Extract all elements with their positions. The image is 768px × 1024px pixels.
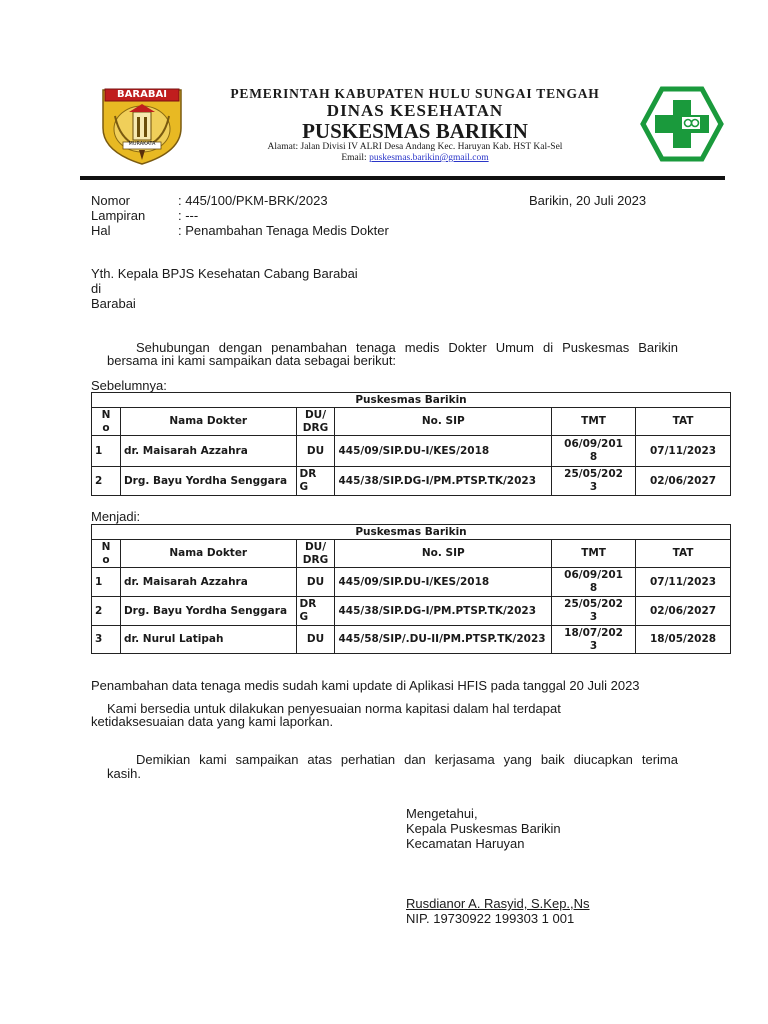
lampiran-label: Lampiran xyxy=(91,208,146,223)
para2-line2: ketidaksesuaian data yang kami laporkan. xyxy=(91,714,334,729)
para2-line1: Kami bersedia untuk dilakukan penyesuaian norma kapitasi dalam hal terdapat xyxy=(107,701,561,716)
row-tmt: 06/09/201 8 xyxy=(552,568,636,597)
signatory-name: Rusdianor A. Rasyid, S.Kep.,Ns xyxy=(406,896,590,911)
table-row xyxy=(92,597,731,626)
table-before-title: Puskesmas Barikin xyxy=(92,393,731,408)
header-type: DU/ DRG xyxy=(296,408,335,436)
header-divider xyxy=(80,176,725,180)
table-row xyxy=(92,467,731,496)
row-sip: 445/09/SIP.DU-I/KES/2018 xyxy=(335,568,552,597)
header-name: Nama Dokter xyxy=(120,408,296,436)
table-before xyxy=(91,392,731,496)
recipient-line3: Barabai xyxy=(91,296,136,311)
intro-line1: Sehubungan dengan penambahan tenaga medis Dokter Umum di Puskesmas Barikin xyxy=(136,340,678,355)
nomor-value: : 445/100/PKM-BRK/2023 xyxy=(178,193,328,208)
row-type: DR G xyxy=(296,597,335,626)
row-tmt: 18/07/202 3 xyxy=(552,626,636,654)
nomor-label: Nomor xyxy=(91,193,131,208)
row-sip: 445/58/SIP/.DU-II/PM.PTSP.TK/2023 xyxy=(335,626,552,654)
row-name: dr. Nurul Latipah xyxy=(120,626,296,654)
kop-institution: PUSKESMAS BARIKIN xyxy=(302,119,528,143)
header-type: DU/ DRG xyxy=(296,540,335,568)
place-date: Barikin, 20 Juli 2023 xyxy=(529,193,647,208)
row-tmt: 25/05/202 3 xyxy=(552,467,636,496)
update-note: Penambahan data tenaga medis sudah kami update di Aplikasi HFIS pada tanggal 20 Juli 2023 xyxy=(91,678,640,693)
header-tmt: TMT xyxy=(552,408,636,436)
closing-line2: kasih. xyxy=(107,766,141,781)
row-tmt: 06/09/201 8 xyxy=(552,436,636,467)
header-sip: No. SIP xyxy=(335,408,552,436)
row-no: 2 xyxy=(92,597,121,626)
hal-label: Hal xyxy=(91,223,111,238)
signature-title: Kepala Puskesmas Barikin xyxy=(406,821,561,836)
row-no: 3 xyxy=(92,626,121,654)
lampiran-value: : --- xyxy=(178,208,199,223)
kop-address: Alamat: Jalan Divisi IV ALRI Desa Andang Kec. Haruyan Kab. HST Kal-Sel xyxy=(267,142,563,152)
hal-value: : Penambahan Tenaga Medis Dokter xyxy=(178,223,389,238)
row-tat: 07/11/2023 xyxy=(636,568,731,597)
row-tat: 18/05/2028 xyxy=(636,626,731,654)
before-label: Sebelumnya: xyxy=(91,378,167,393)
row-name: dr. Maisarah Azzahra xyxy=(120,436,296,467)
row-tat: 02/06/2027 xyxy=(636,597,731,626)
row-no: 1 xyxy=(92,568,121,597)
emblem-title: BARABAI xyxy=(117,89,167,100)
after-label: Menjadi: xyxy=(91,509,141,524)
table-row xyxy=(92,626,731,654)
row-sip: 445/09/SIP.DU-I/KES/2018 xyxy=(335,436,552,467)
signature-known: Mengetahui, xyxy=(406,806,478,821)
row-name: Drg. Bayu Yordha Senggara xyxy=(120,597,296,626)
recipient-line1: Yth. Kepala BPJS Kesehatan Cabang Barabai xyxy=(91,266,358,281)
recipient-line2: di xyxy=(91,281,102,296)
row-no: 2 xyxy=(92,467,121,496)
row-tat: 02/06/2027 xyxy=(636,467,731,496)
row-type: DU xyxy=(296,568,335,597)
table-after-title: Puskesmas Barikin xyxy=(92,525,731,540)
row-sip: 445/38/SIP.DG-I/PM.PTSP.TK/2023 xyxy=(335,467,552,496)
header-tat: TAT xyxy=(636,408,731,436)
header-tmt: TMT xyxy=(552,540,636,568)
header-name: Nama Dokter xyxy=(120,540,296,568)
kop-government: PEMERINTAH KABUPATEN HULU SUNGAI TENGAH xyxy=(230,86,600,101)
row-sip: 445/38/SIP.DG-I/PM.PTSP.TK/2023 xyxy=(335,597,552,626)
row-type: DU xyxy=(296,436,335,467)
table-row xyxy=(92,568,731,597)
table-after xyxy=(91,524,731,654)
header-no: N o xyxy=(92,540,121,568)
email-link[interactable]: puskesmas.barikin@gmail.com xyxy=(369,153,489,163)
email-label: Email: xyxy=(341,153,367,163)
intro-line2: bersama ini kami sampaikan data sebagai berikut: xyxy=(107,353,397,368)
row-tat: 07/11/2023 xyxy=(636,436,731,467)
closing-line1: Demikian kami sampaikan atas perhatian dan kerjasama yang baik diucapkan terima xyxy=(136,752,678,767)
signatory-nip: NIP. 19730922 199303 1 001 xyxy=(406,911,575,926)
kop-email-row xyxy=(150,153,680,163)
header-tat: TAT xyxy=(636,540,731,568)
kop-department: DINAS KESEHATAN xyxy=(326,101,504,120)
table-row xyxy=(92,436,731,467)
row-type: DR G xyxy=(296,467,335,496)
emblem-motto: MURAKATA xyxy=(128,141,156,147)
row-tmt: 25/05/202 3 xyxy=(552,597,636,626)
header-sip: No. SIP xyxy=(335,540,552,568)
row-name: Drg. Bayu Yordha Senggara xyxy=(120,467,296,496)
signature-district: Kecamatan Haruyan xyxy=(406,836,525,851)
header-no: N o xyxy=(92,408,121,436)
row-name: dr. Maisarah Azzahra xyxy=(120,568,296,597)
row-type: DU xyxy=(296,626,335,654)
row-no: 1 xyxy=(92,436,121,467)
